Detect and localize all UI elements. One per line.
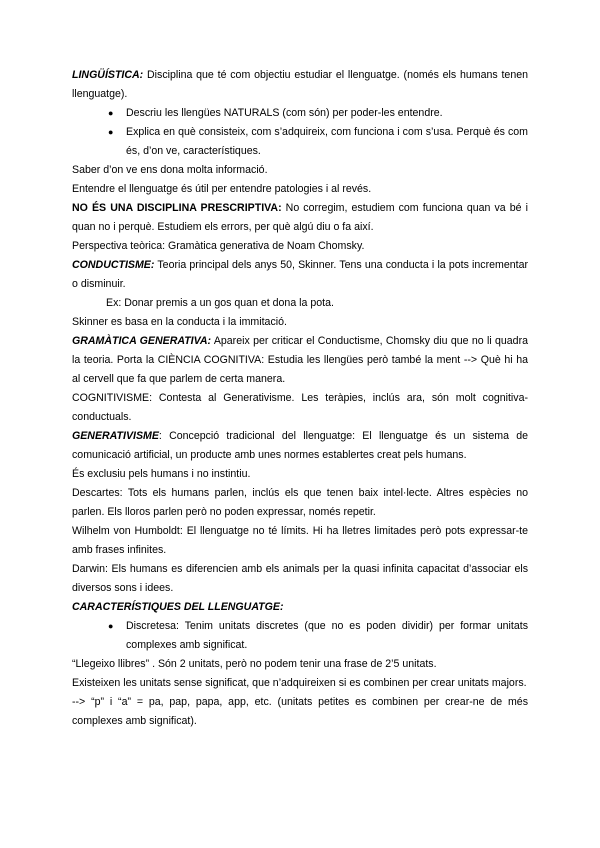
term-prescriptiva: NO ÉS UNA DISCIPLINA PRESCRIPTIVA: bbox=[72, 202, 282, 214]
paragraph: --> “p” i “a” = pa, pap, papa, app, etc. (unitats petites es combinen per crear-ne de més complexes amb significat). bbox=[72, 696, 528, 727]
paragraph-text: No corregim, estudiem com funciona quan va bé i quan no i perquè. Estudiem els errors, per què algú diu o fa així. bbox=[72, 202, 528, 233]
term-generativisme: GENERATIVISME bbox=[72, 430, 159, 442]
bullet-list-2 bbox=[72, 617, 528, 655]
paragraph-text: Disciplina que té com objectiu estudiar el llenguatge. (només els humans tenen llenguatge). bbox=[72, 69, 528, 100]
paragraph: És exclusiu pels humans i no instintiu. bbox=[72, 468, 251, 480]
bullet-icon: ● bbox=[108, 621, 114, 631]
heading-caracteristiques: CARACTERÍSTIQUES DEL LLENGUATGE: bbox=[72, 601, 284, 613]
paragraph-text: : Concepció tradicional del llenguatge: El llenguatge és un sistema de comunicació artificial, un producte amb unes normes establertes creat pels humans. bbox=[72, 430, 528, 461]
term-linguistica: LINGÜÍSTICA: bbox=[72, 69, 144, 81]
paragraph-text: Apareix per criticar el Conductisme, Chomsky diu que no li quadra la teoria. Porta la CIÈNCIA COGNITIVA: Estudia les llengües però també la ment --> Què hi ha al cervell que fa que parlem de certa manera. bbox=[72, 335, 528, 385]
paragraph-example: Ex: Donar premis a un gos quan et dona la pota. bbox=[106, 297, 334, 309]
document-page bbox=[72, 66, 528, 731]
paragraph-cognitivisme: COGNITIVISME: Contesta al Generativisme. Les teràpies, inclús ara, són molt cognitiva-conductuals. bbox=[72, 392, 528, 423]
list-item bbox=[72, 617, 528, 655]
list-item-text: Discretesa: Tenim unitats discretes (que no es poden dividir) per formar unitats complexes amb significat. bbox=[126, 620, 528, 651]
bullet-icon: ● bbox=[108, 108, 114, 118]
paragraph-text: Teoria principal dels anys 50, Skinner. Tens una conducta i la pots incrementar o disminuir. bbox=[72, 259, 528, 290]
list-item bbox=[72, 104, 528, 123]
paragraph-humboldt: Wilhelm von Humboldt: El llenguatge no té límits. Hi ha lletres limitades però pots expressar-te amb frases infinites. bbox=[72, 525, 528, 556]
term-conductisme: CONDUCTISME: bbox=[72, 259, 155, 271]
paragraph: Existeixen les unitats sense significat, que n’adquireixen si es combinen per crear unitats majors. bbox=[72, 677, 527, 689]
paragraph-linguistica bbox=[72, 66, 528, 104]
paragraph: Saber d’on ve ens dona molta informació. bbox=[72, 164, 268, 176]
paragraph-darwin: Darwin: Els humans es diferencien amb els animals per la quasi infinita capacitat d’associar els diversos sons i idees. bbox=[72, 563, 528, 594]
list-item bbox=[72, 123, 528, 161]
paragraph-generativisme bbox=[72, 427, 528, 465]
paragraph: Entendre el llenguatge és útil per entendre patologies i al revés. bbox=[72, 183, 372, 195]
paragraph-descartes: Descartes: Tots els humans parlen, inclús els que tenen baix intel·lecte. Altres espècies no parlen. Els lloros parlen però no poden expressar, només repetir. bbox=[72, 487, 528, 518]
paragraph-prescriptiva bbox=[72, 199, 528, 237]
paragraph: Skinner es basa en la conducta i la immitació. bbox=[72, 316, 287, 328]
list-item-text: Explica en què consisteix, com s’adquireix, com funciona i com s’usa. Perquè és com és, d’on ve, característiques. bbox=[126, 126, 528, 157]
bullet-list-1 bbox=[72, 104, 528, 161]
paragraph-gramatica bbox=[72, 332, 528, 389]
list-item-text: Descriu les llengües NATURALS (com són) per poder-les entendre. bbox=[126, 107, 443, 119]
bullet-icon: ● bbox=[108, 127, 114, 137]
term-gramatica: GRAMÀTICA GENERATIVA: bbox=[72, 335, 212, 347]
paragraph: Perspectiva teòrica: Gramàtica generativa de Noam Chomsky. bbox=[72, 240, 365, 252]
paragraph-conductisme bbox=[72, 256, 528, 294]
paragraph: “Llegeixo llibres” . Són 2 unitats, però no podem tenir una frase de 2’5 unitats. bbox=[72, 658, 437, 670]
